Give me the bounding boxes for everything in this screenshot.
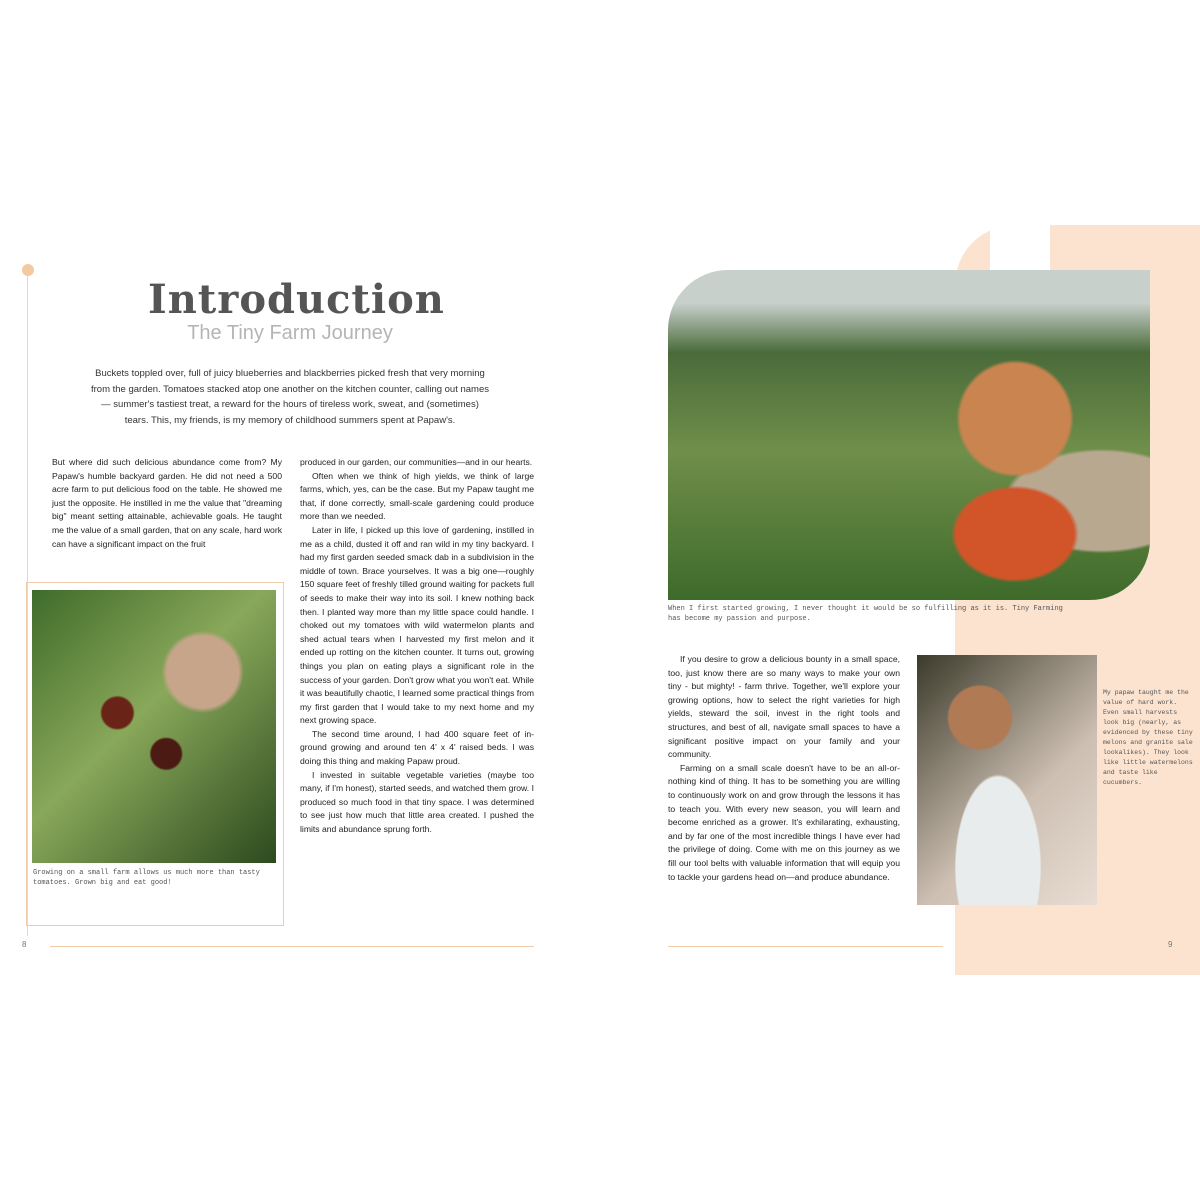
column-2 (300, 456, 534, 837)
paragraph: Farming on a small scale doesn't have to be an all-or-nothing kind of thing. It has to be something you are willing to continuously work on and grow through the lessons it has to teach you. With every new season, you will learn and become enriched as a grower. It's exhilarating, exhausting, and by far one of the most incredible things I have ever had the privilege of doing. Come with me on this journey as we fill our tool belts with valuable information that will equip you to tackle your gardens head on—and produce abundance. (668, 762, 900, 882)
right-body (668, 653, 900, 884)
harvest-bowl-photo (917, 655, 1097, 905)
side-caption: My papaw taught me the value of hard work. Even small harvests look big (nearly, as evidenced by these tiny melons and granite sale lookalikes). They look like little watermelons and taste like cucumbers. (1103, 689, 1193, 786)
decorative-dot (22, 264, 34, 276)
paragraph: Later in life, I picked up this love of gardening, instilled in me as a child, dusted it off and ran wild in my tiny backyard. I had my first garden seeded smack dab in a subdivision in the middle of town. Brace yourselves. It was a big one—roughly 150 square feet of freshly tilled ground waiting for packets full of seeds to make their way into its soil. I knew nothing back then. I planted way more than my little space could handle. I choked out my tomatoes with wild watermelon plants and shed actual tears when I harvested my first melon and it ended up rotting on the kitchen counter. It turns out, growing things you plan on eating plays a significant role in the success of your garden. Don't grow what you won't eat. While it was beautifully chaotic, I learned some practical things from my first garden that I would take to my next home and my next growing space. (300, 524, 534, 726)
page-subtitle: The Tiny Farm Journey (187, 322, 393, 344)
garden-portrait-photo (668, 270, 1150, 600)
intro-paragraph: Buckets toppled over, full of juicy blueberries and blackberries picked fresh that very morning from the garden. Tomatoes stacked atop one another on the kitchen counter, calling out names — summer's tastiest treat, a reward for the hours of tireless work, sweat, and (sometimes) tears. This, my friends, is my memory of childhood summers spent at Papaw's. (90, 368, 490, 426)
column-1 (52, 456, 282, 551)
paragraph: Often when we think of high yields, we think of large farms, which, yes, can be the case. But my Papaw taught me that, if done correctly, small-scale gardening could produce more than we needed. (300, 470, 534, 522)
page-title: Introduction (148, 276, 445, 323)
page-number: 8 (22, 940, 27, 949)
tomato-photo (32, 590, 276, 863)
paragraph: The second time around, I had 400 square feet of in-ground growing and around ten 4' x 4' raised beds. I was doing this thing and making Papaw proud. (300, 728, 534, 767)
page-number: 9 (1168, 940, 1173, 949)
paragraph: If you desire to grow a delicious bounty in a small space, too, just know there are so many ways to make your own tiny - but mighty! - farm thrive. Together, we'll explore your growing options, how to select the right varieties for high yields, steward the soil, invest in the right tools and structures, and best of all, navigate small spaces to have a significant positive impact on your family and your community. (668, 654, 900, 760)
paragraph: I invested in suitable vegetable varieties (maybe too many, if I'm honest), started seeds, and watched them grow. I produced so much food in that tiny space. I was determined to see just how much that little area created. I pushed the limits and abundance sprung forth. (300, 769, 534, 835)
paragraph: But where did such delicious abundance come from? My Papaw's humble backyard garden. He did not need a 500 acre farm to put delicious food on the table. He showed me just the opposite. He instilled in me the value that "dreaming big" meant setting attainable, achievable goals. He taught me the value of a small garden, that on any scale, hard work can have a significant impact on the fruit (52, 457, 282, 549)
photo-caption: When I first started growing, I never thought it would be so fulfilling as it is. Tiny Farming has become my passion and purpose. (668, 605, 1063, 623)
paragraph: produced in our garden, our communities—and in our hearts. (300, 457, 533, 467)
footer-rule (50, 946, 534, 947)
photo-caption: Growing on a small farm allows us much more than tasty tomatoes. Grown big and eat good! (33, 869, 260, 887)
footer-rule (668, 946, 943, 947)
